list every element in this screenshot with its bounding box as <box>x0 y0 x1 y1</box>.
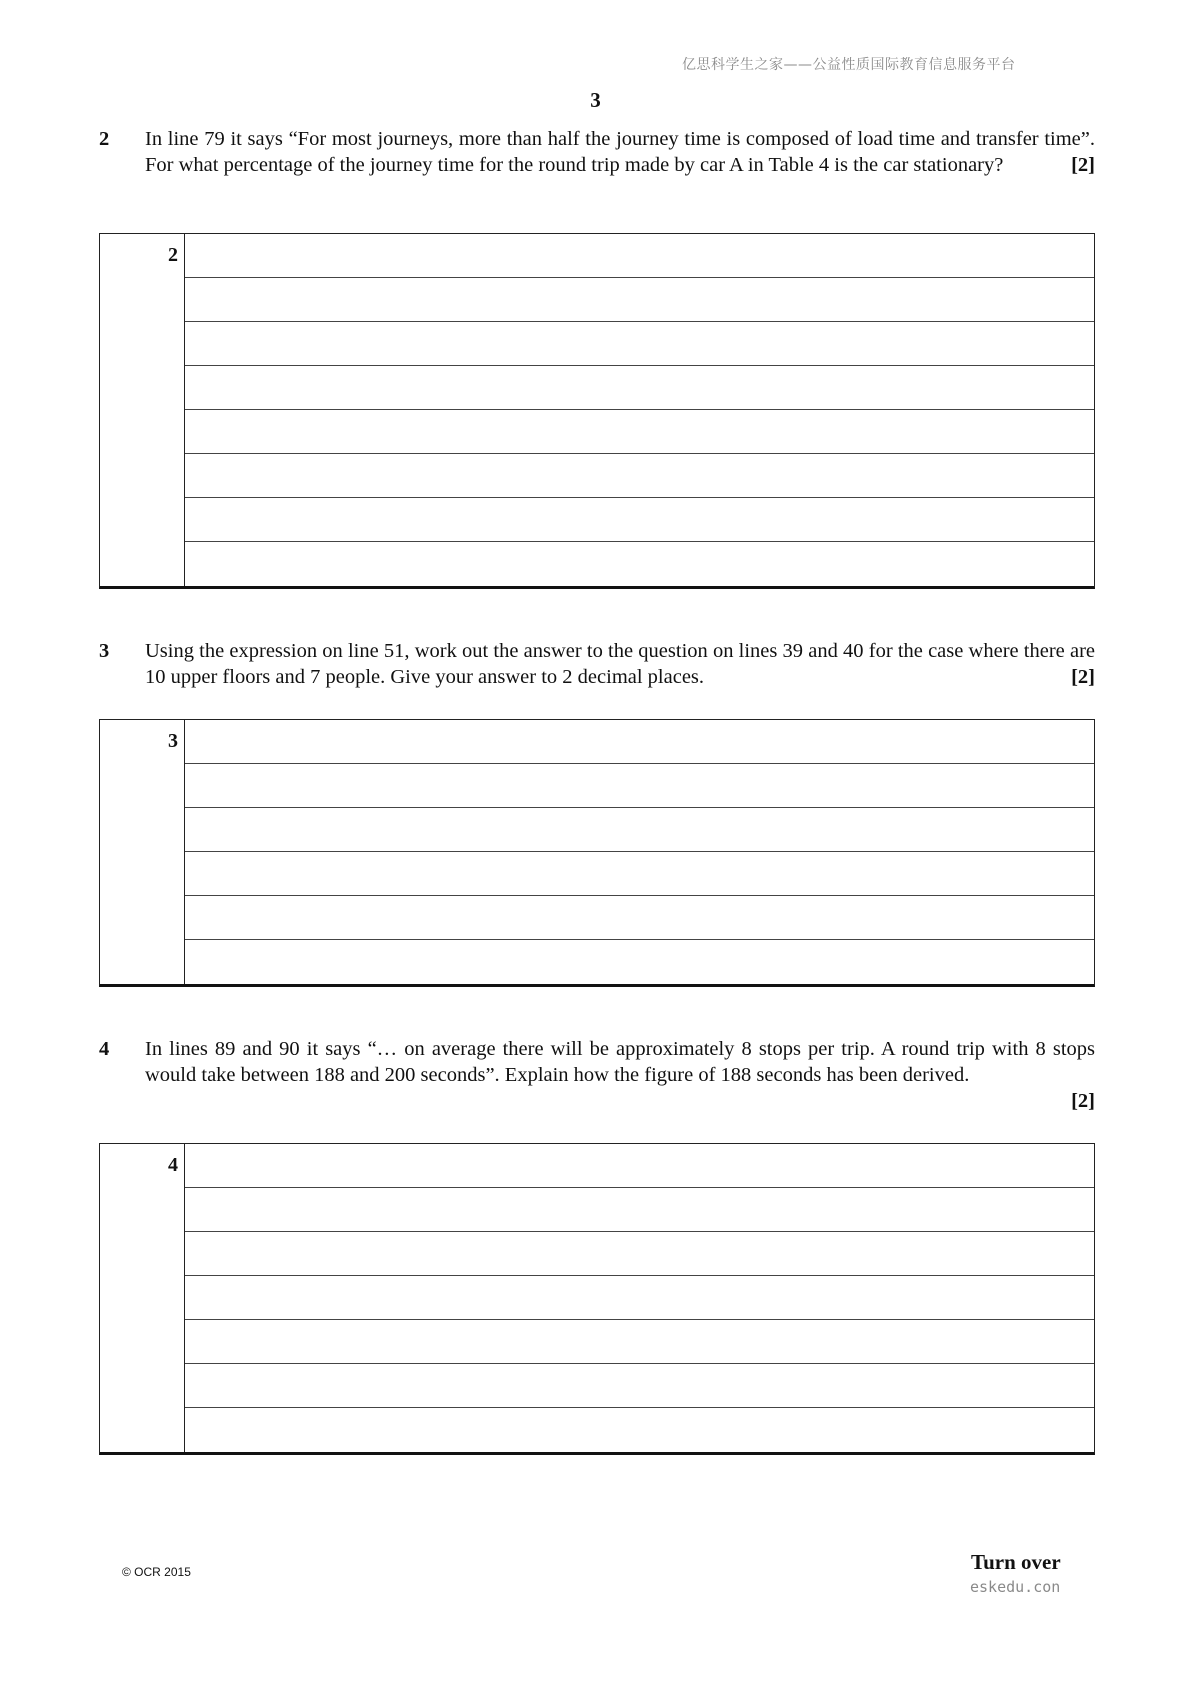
question-text: In line 79 it says “For most journeys, more than half the journey time is composed of load time and transfer time”. For what percentage of the journey time for the round trip made by car A in Table 4 is the car stationary? [2] <box>145 128 1095 176</box>
question-3 <box>99 638 1095 690</box>
answer-line[interactable] <box>185 234 1094 278</box>
answer-line[interactable] <box>185 1188 1094 1232</box>
answer-line[interactable] <box>185 1144 1094 1188</box>
question-number-column <box>100 720 185 984</box>
answer-line[interactable] <box>185 278 1094 322</box>
page-number: 3 <box>590 88 601 112</box>
turn-over-label: Turn over <box>971 1550 1061 1574</box>
answer-box-4[interactable] <box>99 1143 1095 1455</box>
question-number: 4 <box>99 1038 110 1060</box>
answer-box-3[interactable] <box>99 719 1095 987</box>
question-number-column <box>100 234 185 586</box>
answer-line[interactable] <box>185 808 1094 852</box>
answer-box-2[interactable] <box>99 233 1095 589</box>
question-number: 3 <box>99 640 110 662</box>
box-number: 2 <box>168 244 178 266</box>
box-number: 4 <box>168 1154 178 1176</box>
answer-line[interactable] <box>185 1364 1094 1408</box>
question-text: In lines 89 and 90 it says “… on average there will be approximately 8 stops per trip. A round trip with 8 stops would take between 188 and 200 seconds”. Explain how the figure of 188 seconds has been derived. <box>145 1038 1095 1086</box>
question-number-column <box>100 1144 185 1452</box>
footer-watermark: eskedu.con <box>970 1578 1061 1596</box>
question-number: 2 <box>99 128 110 150</box>
marks-label: [2] <box>1071 1090 1095 1112</box>
header-watermark: 亿思科学生之家——公益性质国际教育信息服务平台 <box>682 57 1016 73</box>
answer-line[interactable] <box>185 366 1094 410</box>
question-text: Using the expression on line 51, work out the answer to the question on lines 39 and 40 for the case where there are 10 upper floors and 7 people. Give your answer to 2 decimal places. [2] <box>145 640 1095 688</box>
box-number: 3 <box>168 730 178 752</box>
answer-line[interactable] <box>185 852 1094 896</box>
answer-line[interactable] <box>185 454 1094 498</box>
answer-line[interactable] <box>185 410 1094 454</box>
answer-line[interactable] <box>185 1276 1094 1320</box>
answer-line[interactable] <box>185 322 1094 366</box>
answer-line[interactable] <box>185 720 1094 764</box>
answer-line[interactable] <box>185 764 1094 808</box>
answer-line[interactable] <box>185 498 1094 542</box>
answer-line[interactable] <box>185 896 1094 940</box>
marks-label: [2] <box>1071 666 1095 688</box>
question-4 <box>99 1036 1095 1114</box>
copyright-notice: © OCR 2015 <box>122 1565 191 1579</box>
marks-label: [2] <box>1071 154 1095 176</box>
answer-line[interactable] <box>185 940 1094 984</box>
question-2 <box>99 126 1095 178</box>
answer-line[interactable] <box>185 1320 1094 1364</box>
answer-line[interactable] <box>185 1408 1094 1452</box>
answer-line[interactable] <box>185 542 1094 586</box>
answer-line[interactable] <box>185 1232 1094 1276</box>
